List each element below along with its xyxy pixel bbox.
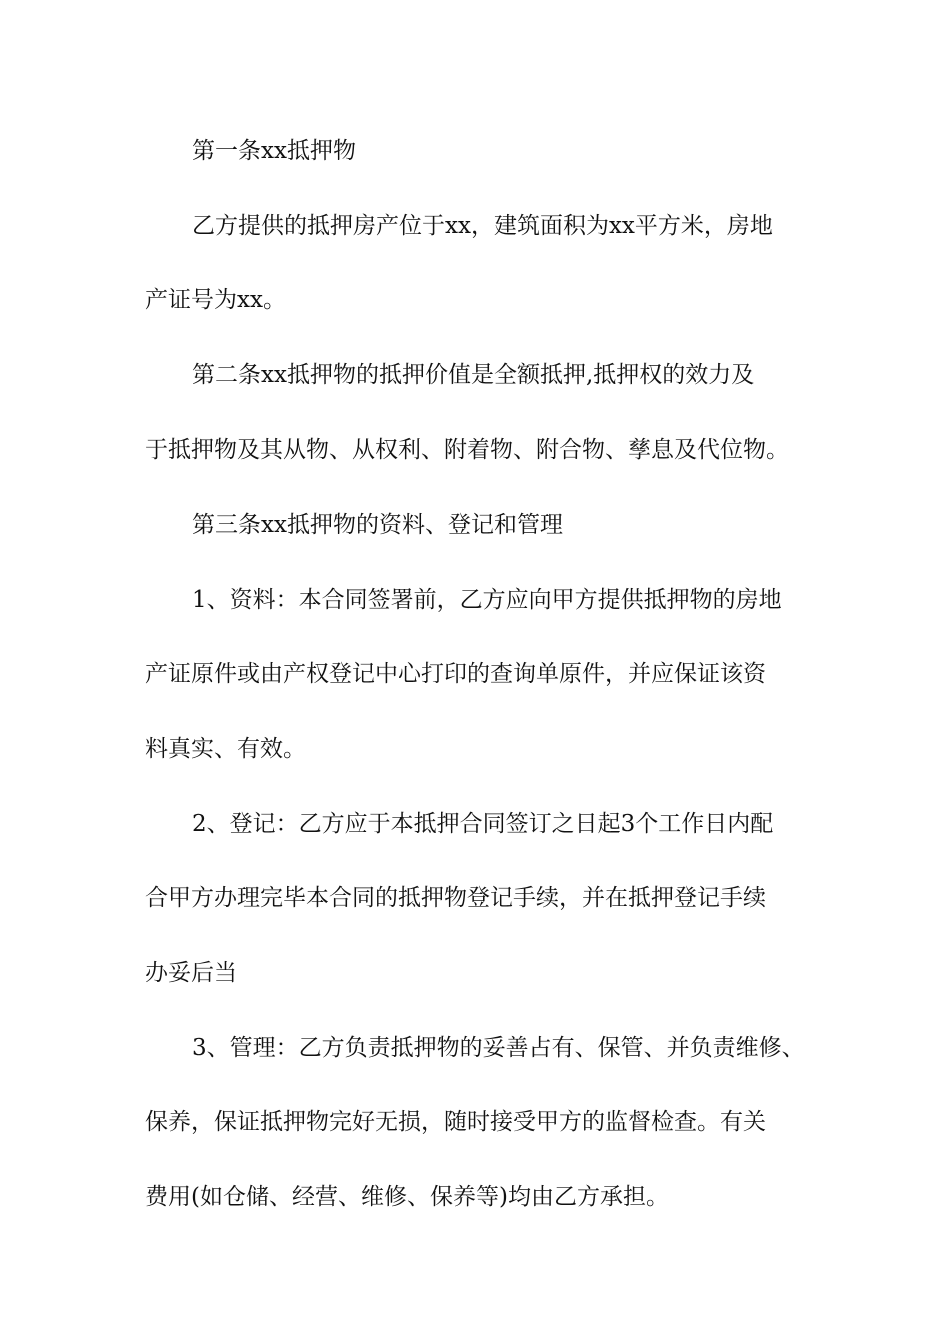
- article-1-heading: 第一条xx抵押物: [192, 138, 356, 164]
- item-3-paragraph-line-3: 费用(如仓储、经营、维修、保养等)均由乙方承担。: [145, 1184, 669, 1210]
- item-2-paragraph-line-1: 2、登记：乙方应于本抵押合同签订之日起3个工作日内配: [192, 811, 774, 837]
- item-3-paragraph-line-1: 3、管理：乙方负责抵押物的妥善占有、保管、并负责维修、: [192, 1035, 805, 1061]
- item-1-paragraph-line-2: 产证原件或由产权登记中心打印的查询单原件，并应保证该资: [145, 661, 766, 687]
- article-1-paragraph-line-2: 产证号为xx。: [145, 287, 286, 313]
- article-2-paragraph-line-1: 第二条xx抵押物的抵押价值是全额抵押,抵押权的效力及: [192, 362, 755, 388]
- item-3-paragraph-line-2: 保养，保证抵押物完好无损，随时接受甲方的监督检查。有关: [145, 1109, 766, 1135]
- article-3-heading: 第三条xx抵押物的资料、登记和管理: [192, 512, 563, 538]
- article-1-paragraph-line-1: 乙方提供的抵押房产位于xx，建筑面积为xx平方米，房地: [192, 213, 773, 239]
- item-2-paragraph-line-2: 合甲方办理完毕本合同的抵押物登记手续，并在抵押登记手续: [145, 885, 766, 911]
- item-1-paragraph-line-1: 1、资料：本合同签署前，乙方应向甲方提供抵押物的房地: [192, 587, 782, 613]
- item-2-paragraph-line-3: 办妥后当: [145, 960, 237, 986]
- article-2-paragraph-line-2: 于抵押物及其从物、从权利、附着物、附合物、孳息及代位物。: [145, 437, 789, 463]
- item-1-paragraph-line-3: 料真实、有效。: [145, 736, 306, 762]
